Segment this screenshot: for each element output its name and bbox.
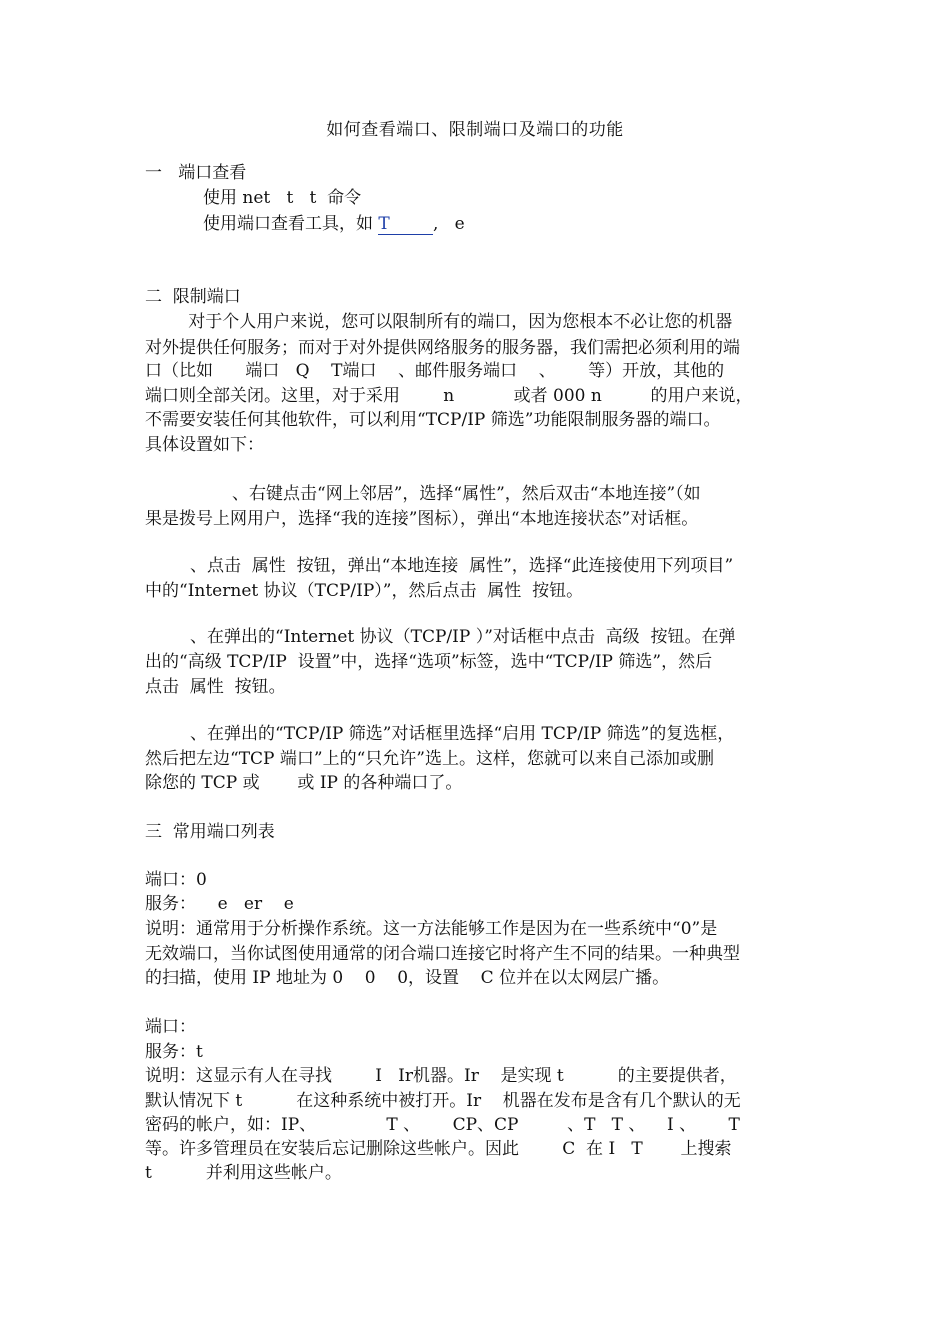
document-title: 如何查看端口、限制端口及端口的功能 [326,120,624,140]
port0-desc-line: 说明：通常用于分析操作系统。这一方法能够工作是因为在一些系统中“0”是 [145,919,718,939]
step2-line: 中的“Internet 协议（TCP/IP）”，然后点击 属性 按钮。 [145,581,584,601]
section2-heading: 二 限制端口 [145,287,241,307]
paragraph-line: 对外提供任何服务；而对于对外提供网络服务的服务器，我们需把必须利用的端 [145,338,740,358]
port1-desc-line: 默认情况下 t 在这种系统中被打开。Ir 机器在发布是含有几个默认的无 [145,1091,741,1111]
paragraph-line: 端口则全部关闭。这里，对于采用 n 或者 000 n 的用户来说， [145,386,753,406]
port1-desc-line: 说明：这显示有人在寻找 I Ir机器。Ir 是实现 t 的主要提供者， [145,1066,737,1086]
port1-port: 端口： [145,1017,196,1037]
paragraph-line: 口（比如 端口 Q T端口 、邮件服务端口 、 等）开放，其他的 [145,361,725,381]
section1-item-tool [203,211,465,237]
section1-heading: 一 端口查看 [145,163,247,183]
paragraph-line: 对于个人用户来说，您可以限制所有的端口，因为您根本不必让您的机器 [145,312,733,332]
step4-line: 、在弹出的“TCP/IP 筛选”对话框里选择“启用 TCP/IP 筛选”的复选框， [190,724,735,744]
step4-line: 除您的 TCP 或 或 IP 的各种端口了。 [145,773,463,793]
tool-suffix: , e [432,214,465,234]
port1-desc-line: t 并利用这些帐户。 [145,1163,342,1183]
section1-item-netstat: 使用 net t t 命令 [203,188,362,208]
port1-desc-line: 等。许多管理员在安装后忘记删除这些帐户。因此 C 在 I T 上搜索 [145,1139,732,1159]
port1-desc-line: 密码的帐户，如：IP、 T 、 CP、CP 、T T 、 I 、 T [145,1115,740,1135]
step3-line: 、在弹出的“Internet 协议（TCP/IP ）”对话框中点击 高级 按钮。在弹 [190,627,736,647]
port0-desc-line: 无效端口，当你试图使用通常的闭合端口连接它时将产生不同的结果。一种典型 [145,944,740,964]
step1-line: 、右键点击“网上邻居”，选择“属性”，然后双击“本地连接”（如 [232,484,701,504]
paragraph-line: 不需要安装任何其他软件，可以利用“TCP/IP 筛选”功能限制服务器的端口。 [145,410,721,430]
step1-line: 果是拨号上网用户，选择“我的连接”图标），弹出“本地连接状态”对话框。 [145,509,699,529]
tool-text: 使用端口查看工具，如 [203,214,379,234]
paragraph-line: 具体设置如下： [145,435,264,455]
step4-line: 然后把左边“TCP 端口”上的“只允许”选上。这样，您就可以来自己添加或删 [145,749,714,769]
port1-service: 服务：t [145,1042,203,1062]
port0-desc-line: 的扫描，使用 IP 地址为 0 0 0，设置 C 位并在以太网层广播。 [145,968,670,988]
step3-line: 出的“高级 TCP/IP 设置”中，选择“选项”标签，选中“TCP/IP 筛选”，然后 [145,652,713,672]
tool-link[interactable]: T [378,214,433,234]
port0-port: 端口：0 [145,870,207,890]
step2-line: 、点击 属性 按钮，弹出“本地连接 属性”，选择“此连接使用下列项目” [190,556,734,576]
port0-service: 服务： e er e [145,894,294,914]
section3-heading: 三 常用端口列表 [145,822,275,842]
step3-line: 点击 属性 按钮。 [145,677,286,697]
